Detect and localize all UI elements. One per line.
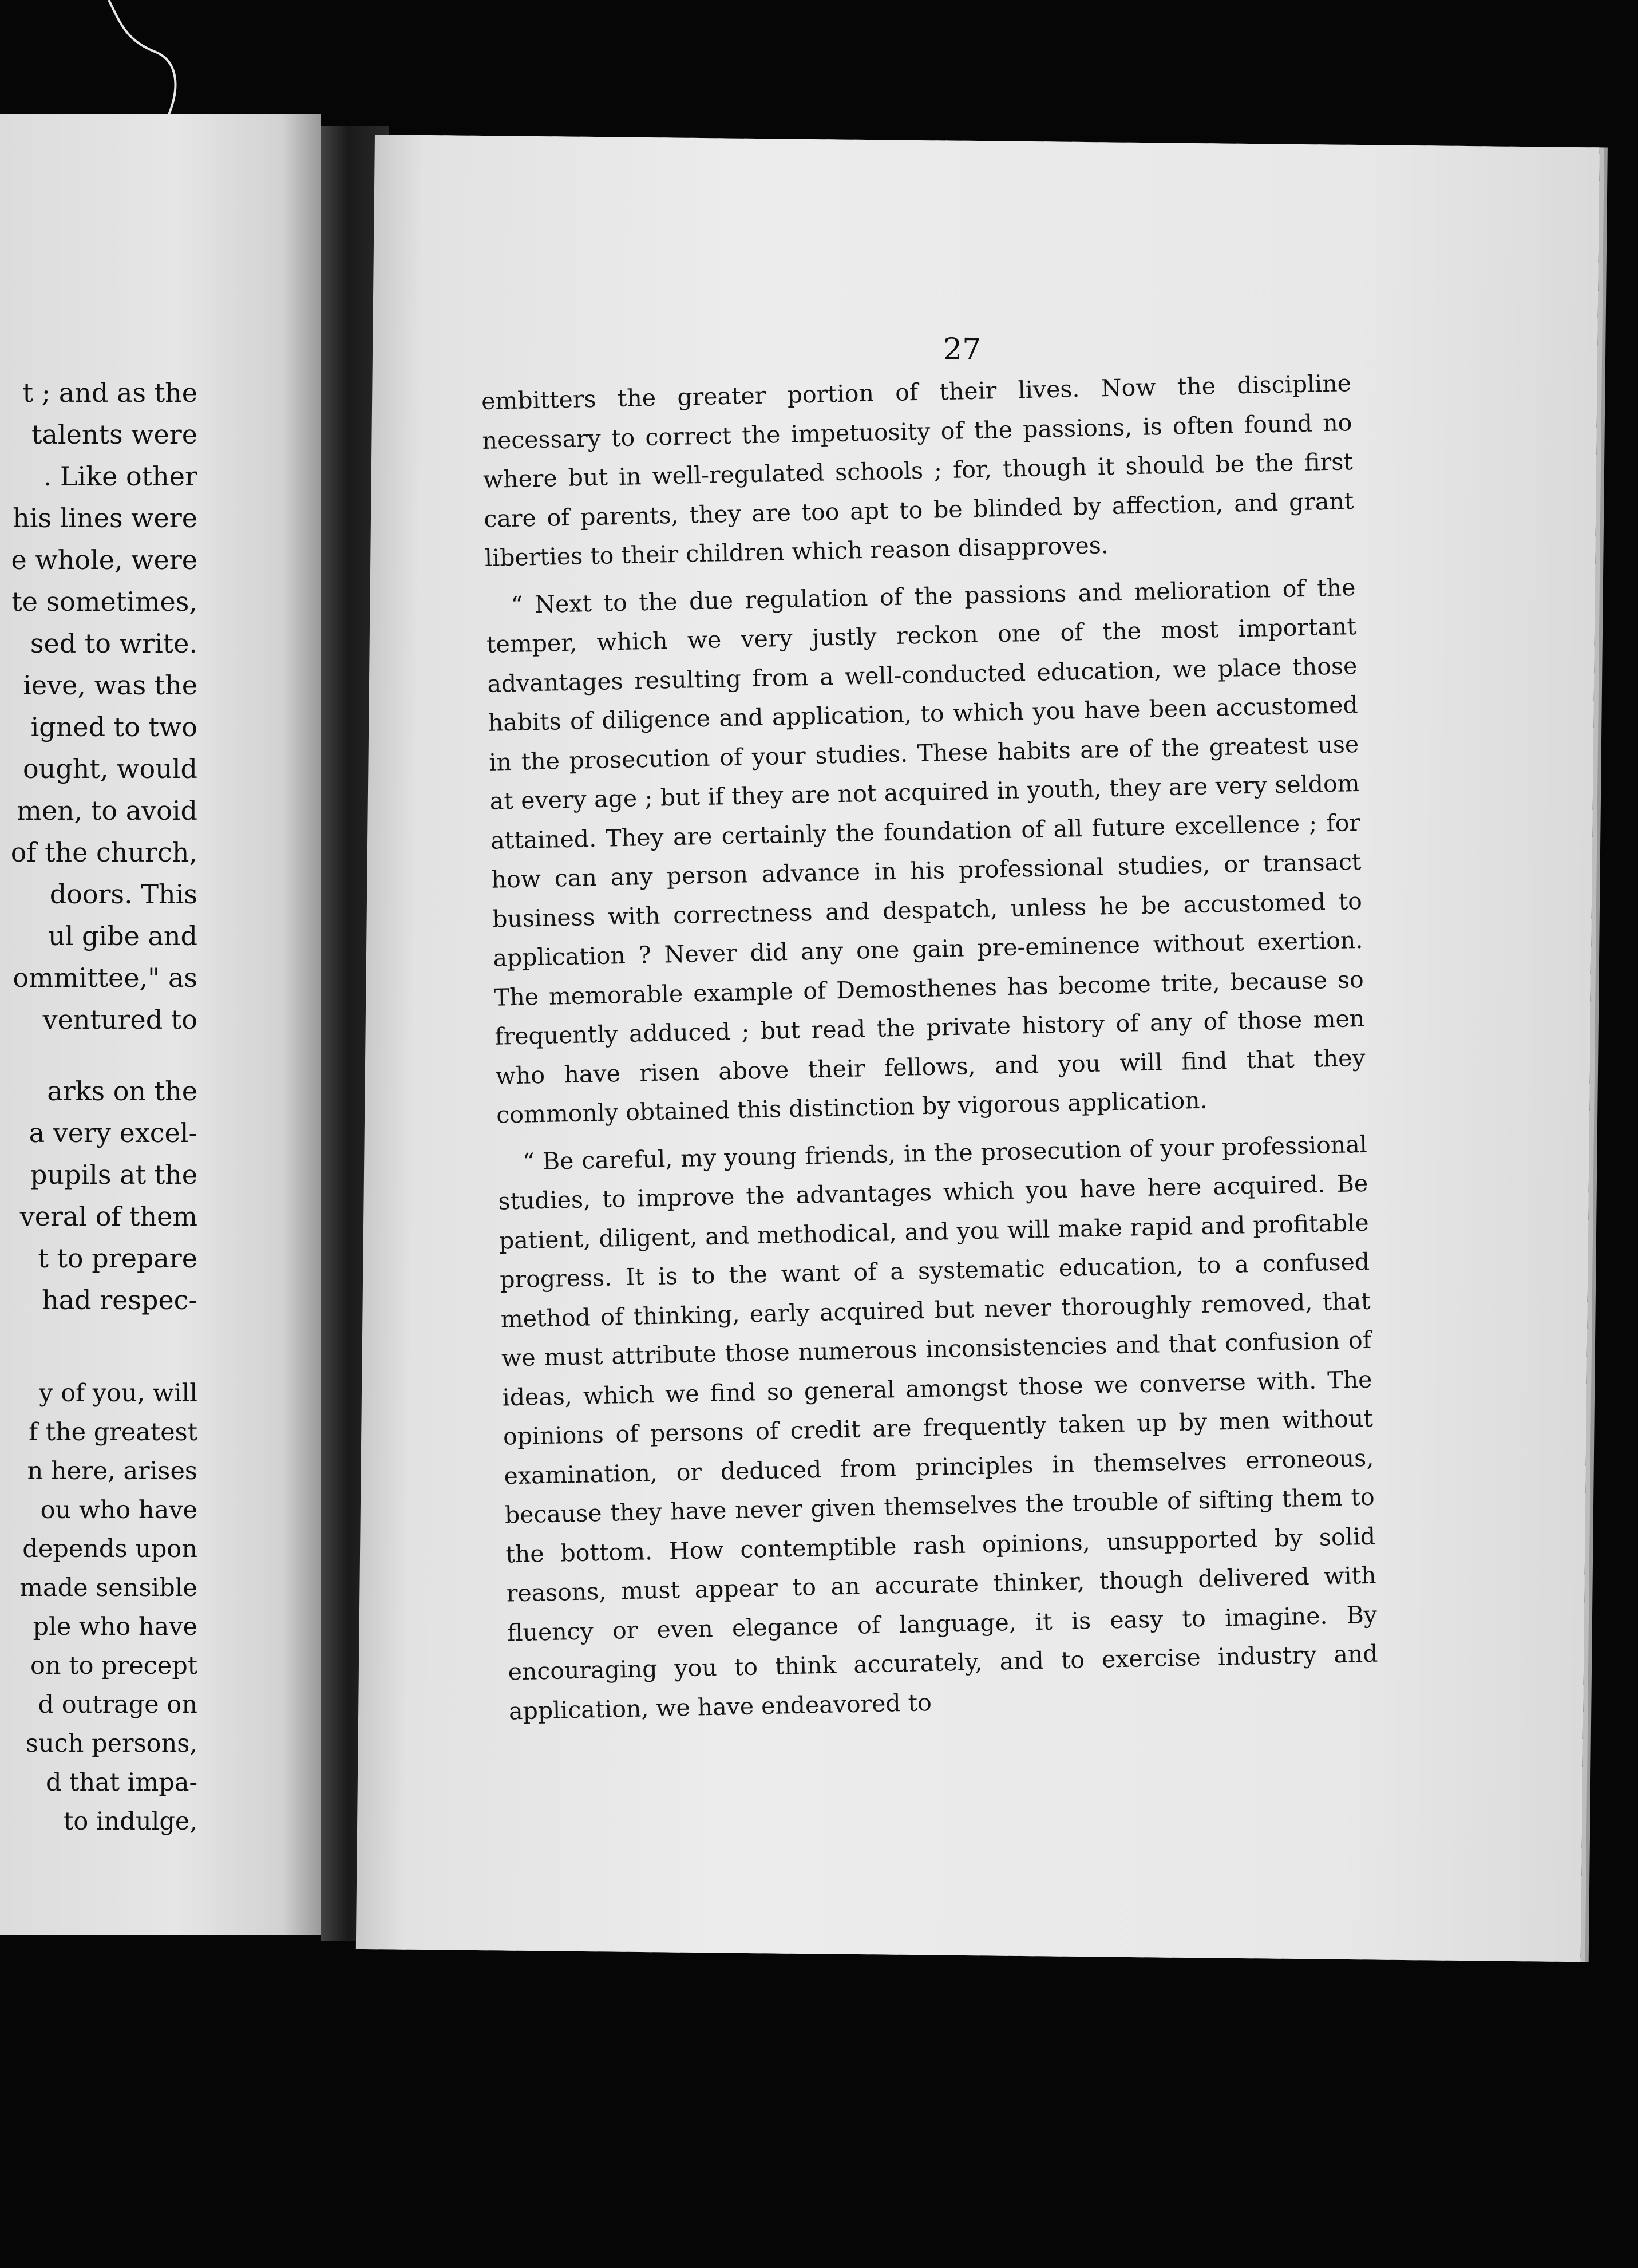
body-text	[481, 363, 1379, 1730]
paragraph: “ Next to the due regulation of the passions and melioration of the temper, which we very justly reckon one of the most important advantages resulting from a well-conducted education, we place those habits of diligence and application, to which you have been accustomed in the prosecution of your studies. These habits are of the greatest use at every age ; but if they are not acquired in youth, they are very seldom attained. They are certainly the foundation of all future excellence ; for how can any person advance in his professional studies, or transact business with correctness and despatch, unless he be accustomed to application ? Never did any one gain pre-eminence without exertion. The memorable example of Demosthenes has become trite, because so frequently adduced ; but read the private history of any of those men who have risen above their fellows, and you will find that they commonly obtained this distinction by vigorous application.	[486, 573, 1366, 1129]
left-page-text-block-2	[0, 1070, 197, 1321]
left-line: t to prepare	[38, 1243, 197, 1274]
left-line: d that impa-	[46, 1768, 197, 1797]
left-line: ought, would	[23, 753, 197, 784]
left-page-text-block-1	[0, 372, 197, 1041]
left-line: te sometimes,	[11, 586, 197, 617]
left-line: t ; and as the	[22, 377, 197, 408]
left-line: had respec-	[42, 1285, 197, 1315]
left-line: on to precept	[30, 1651, 197, 1680]
left-page-text-block-3	[0, 1374, 197, 1841]
left-line: ventured to	[42, 1004, 197, 1035]
left-line: ieve, was the	[23, 670, 197, 701]
left-line: ou who have	[40, 1496, 197, 1524]
left-line: y of you, will	[39, 1379, 197, 1408]
left-line: veral of them	[19, 1201, 197, 1232]
left-line: f the greatest	[29, 1418, 197, 1447]
right-page	[356, 135, 1600, 1962]
left-line: ul gibe and	[48, 920, 197, 951]
left-line: d outrage on	[38, 1690, 197, 1719]
left-line: igned to two	[30, 712, 197, 742]
left-line: ple who have	[33, 1613, 197, 1641]
paragraph: embitters the greater portion of their lives. Now the discipline necessary to correct the impetuosity of the passions, is often found no where but in well-regulated schools ; for, though it should be the first care of parents, they are too apt to be blinded by affection, and grant liberties to their children which reason disapproves.	[481, 369, 1354, 572]
left-line: depends upon	[22, 1535, 197, 1563]
left-line: ommittee," as	[13, 962, 197, 993]
left-line: made sensible	[19, 1574, 197, 1602]
left-line: arks on the	[47, 1076, 197, 1107]
paragraph: “ Be careful, my young friends, in the prosecution of your professional studies, to improve the advantages which you have here acquired. Be patient, diligent, and methodical, and you will make rapid and profitable progress. It is to the want of a systematic education, to a confused method of thinking, early acquired but never thoroughly removed, that we must attribute those numerous inconsistencies and that confusion of ideas, which we find so general amongst those we converse with. The opinions of persons of credit are frequently taken up by men without examination, or deduced from principles in themselves erroneous, because they have never given themselves the trouble of sifting them to the bottom. How contemptible rash opinions, unsupported by solid reasons, must appear to an accurate thinker, though delivered with fluency or even elegance of language, it is easy to imagine. By encouraging you to think accurately, and to exercise industry and application, we have endeavored to	[497, 1130, 1378, 1725]
left-line: his lines were	[13, 503, 197, 534]
page-number: 27	[943, 332, 982, 368]
left-line: pupils at the	[30, 1159, 197, 1190]
left-line: men, to avoid	[17, 795, 197, 826]
left-line: such persons,	[25, 1729, 197, 1758]
left-line: doors. This	[49, 879, 197, 910]
left-line: talents were	[31, 419, 197, 450]
left-line: to indulge,	[64, 1807, 197, 1836]
left-page	[0, 114, 321, 1935]
left-line: e whole, were	[11, 544, 197, 575]
left-line: n here, arises	[27, 1457, 197, 1485]
left-line: sed to write.	[30, 628, 197, 659]
left-line: a very excel-	[29, 1117, 197, 1148]
left-line: . Like other	[43, 461, 197, 492]
left-line: of the church,	[10, 837, 197, 868]
